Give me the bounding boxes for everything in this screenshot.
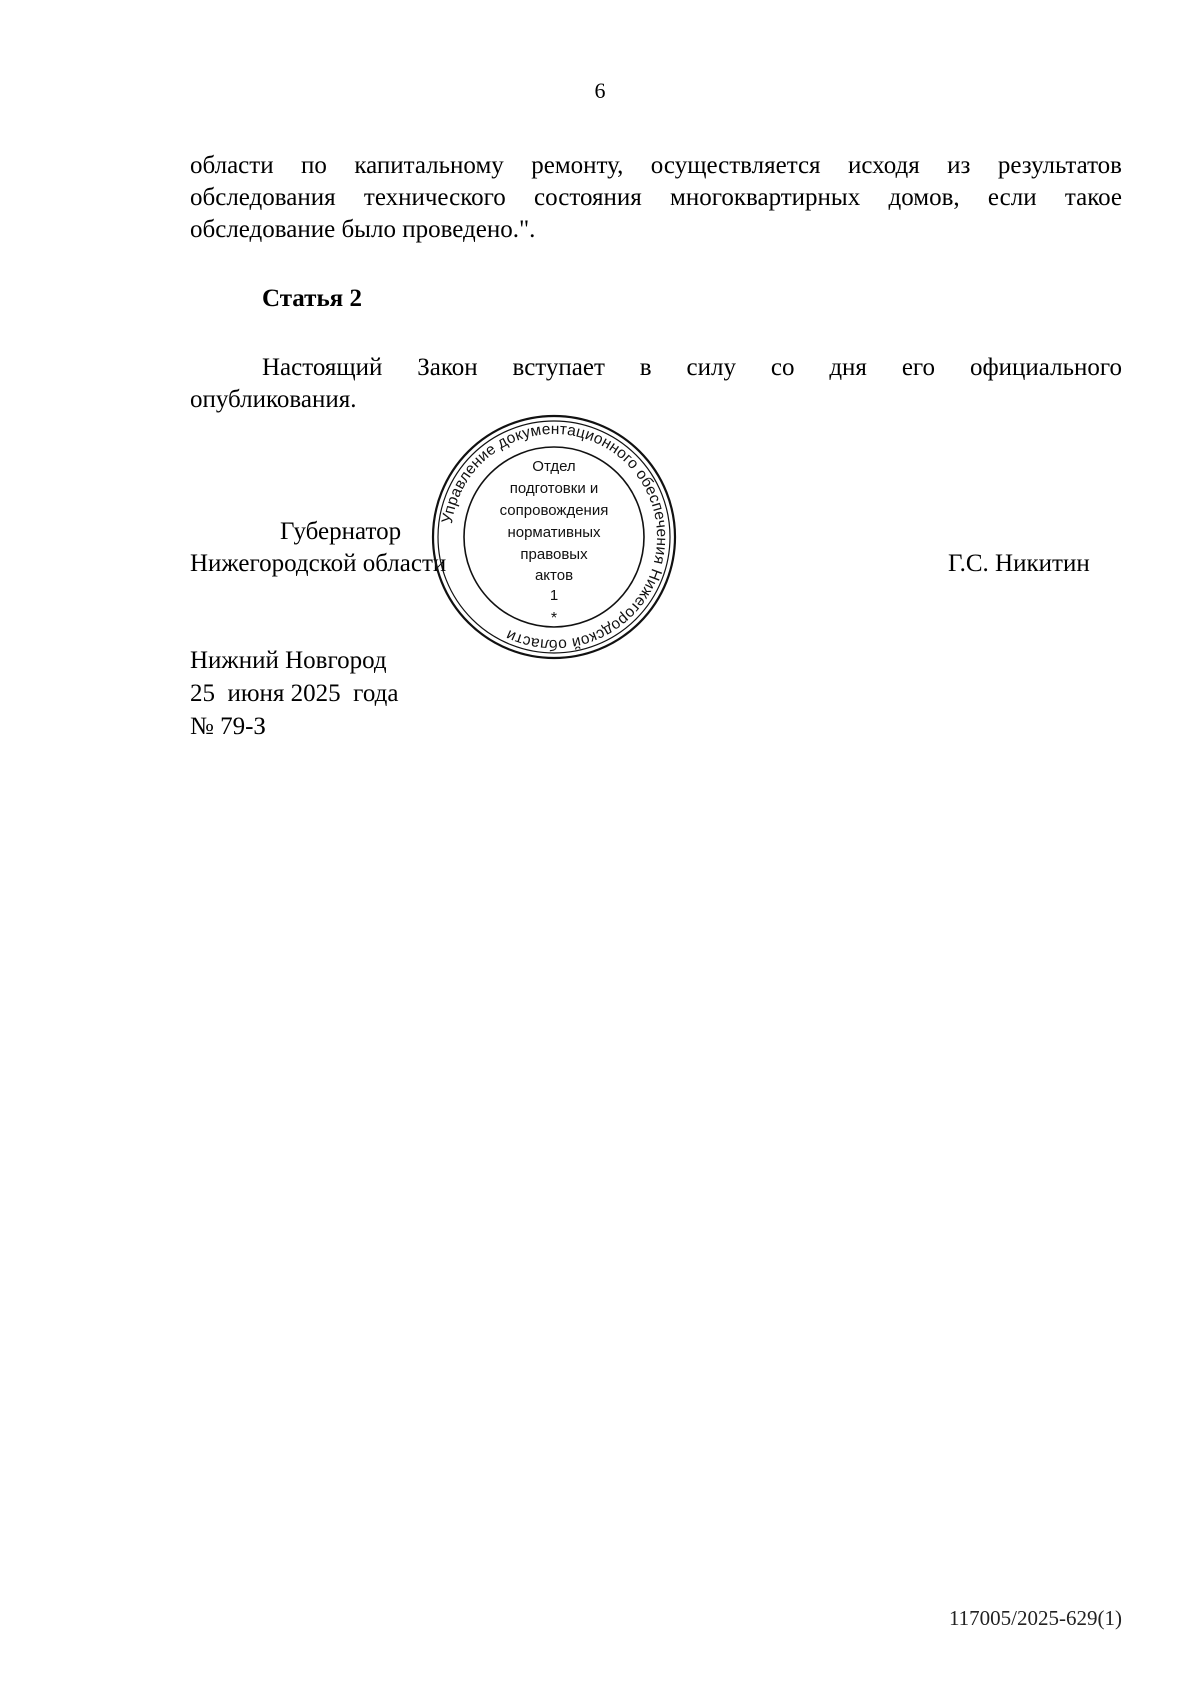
page-number: 6 (594, 78, 606, 103)
stamp-line: актов (534, 567, 574, 584)
stamp-line: подготовки и (509, 480, 599, 497)
stamp-graphic (430, 413, 678, 661)
stamp-line: правовых (520, 546, 588, 563)
official-stamp (430, 413, 678, 661)
law-number: № 79-З (190, 713, 266, 740)
document-id: 117005/2025-629(1) (948, 1606, 1122, 1630)
stamp-ring-text: Управление документационного обеспечения Нижегородской области (438, 420, 671, 654)
place: Нижний Новгород (190, 647, 387, 674)
paragraph-article2 (190, 352, 1122, 416)
place-date-block (190, 644, 398, 743)
paragraph-line: опубликования. (190, 386, 357, 413)
stamp-line: нормативных (507, 524, 601, 541)
stamp-line: Отдел (532, 458, 576, 475)
paragraph-line: Настоящий Закон вступает в силу со дня его официального (262, 354, 1122, 381)
paragraph-line: обследование было проведено.". (190, 216, 536, 243)
stamp-line: сопровождения (499, 502, 609, 519)
signatory-name: Г.С. Никитин (948, 550, 1090, 577)
paragraph-line: области по капитальному ремонту, осуществляется исходя из результатов (190, 152, 1122, 179)
stamp-star: * (550, 610, 558, 627)
paragraph-continuation (190, 150, 1122, 246)
signatory-region: Нижегородской области (190, 550, 447, 577)
signatory-title: Губернатор (280, 518, 402, 545)
date: 25 июня 2025 года (190, 680, 399, 707)
stamp-line: 1 (549, 587, 559, 604)
article-heading: Статья 2 (262, 285, 362, 312)
paragraph-line: обследования технического состояния многоквартирных домов, если такое (190, 184, 1122, 211)
